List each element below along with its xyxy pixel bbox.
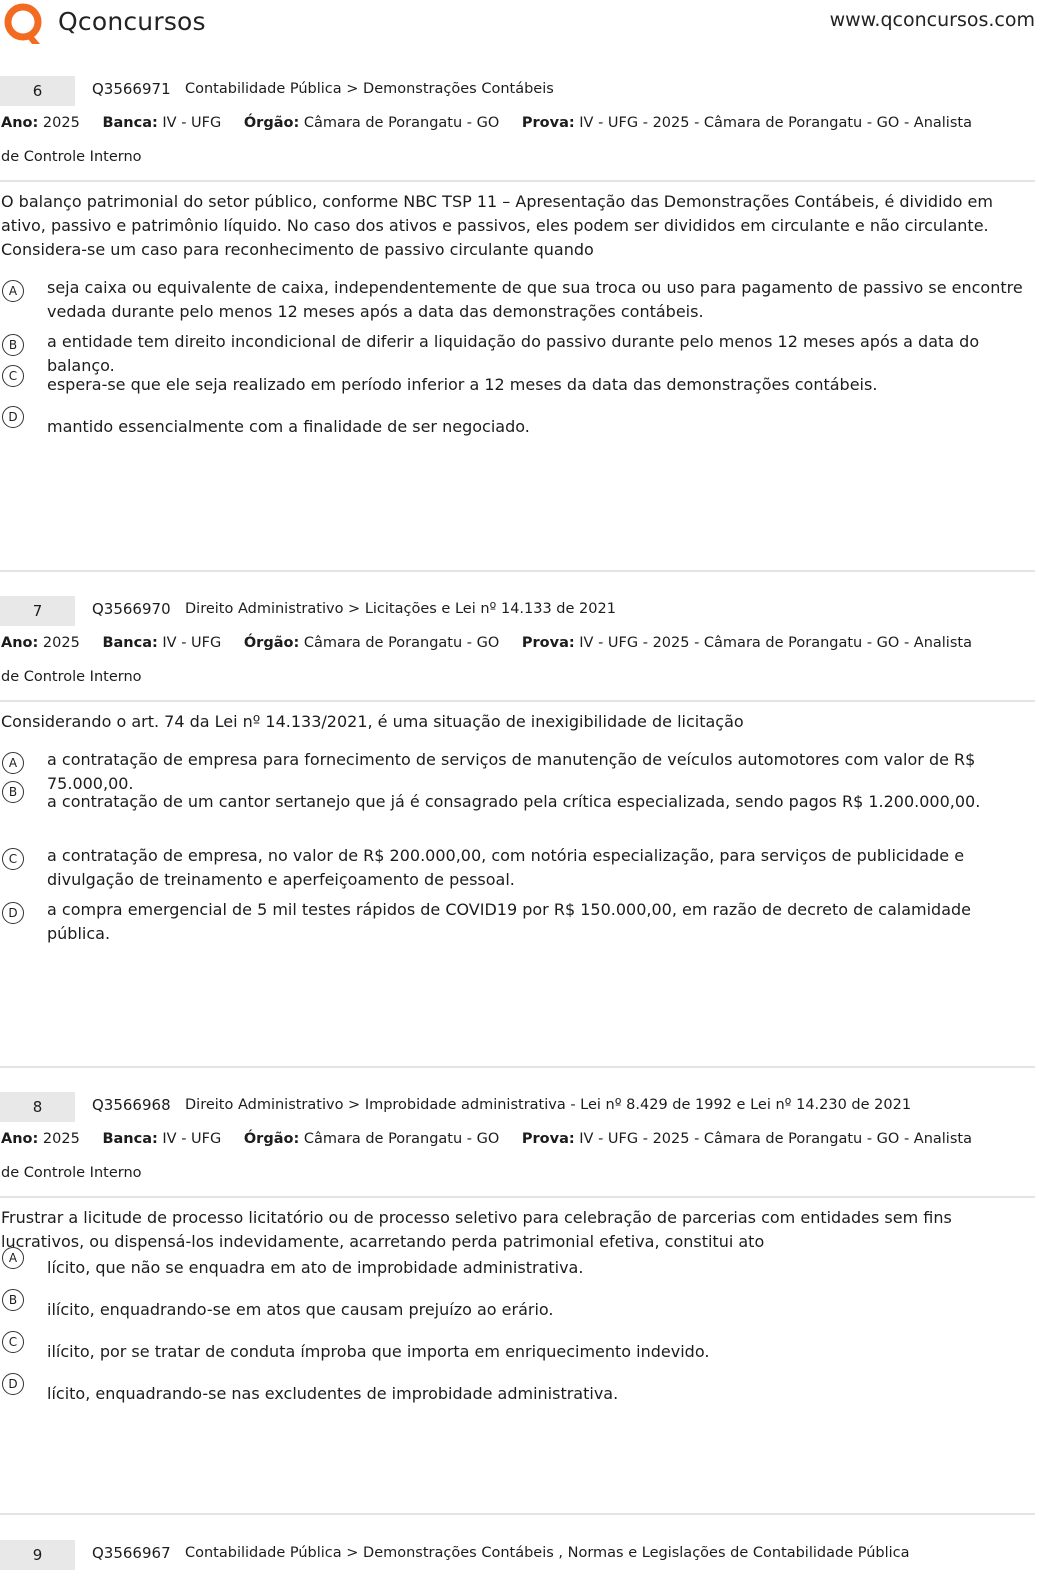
prova-value: IV - UFG - 2025 - Câmara de Porangatu - GO - Analista de Controle Interno [1,1131,972,1181]
question-subject: Contabilidade Pública > Demonstrações Contábeis , Normas e Legislações de Contabilidade Pública [185,1545,910,1561]
option-b[interactable] [0,785,1035,838]
option-text: ilícito, enquadrando-se em atos que causam prejuízo ao erário. [47,1300,554,1319]
option-letter-d[interactable]: D [2,902,24,924]
ano-label: Ano: [1,115,39,131]
question-separator [0,570,1035,572]
option-d[interactable] [0,898,1035,946]
option-letter-d[interactable]: D [2,1373,24,1395]
banca-value: IV - UFG [162,115,222,131]
question-number: 8 [0,1092,75,1122]
orgao-label: Órgão: [243,1131,300,1147]
orgao-label: Órgão: [243,115,300,131]
banca-label: Banca: [102,115,158,131]
question-meta [0,626,1035,694]
option-text: a entidade tem direito incondicional de diferir a liquidação do passivo durante pelo menos 12 meses após a data do balanço. [47,332,980,375]
question-stem: O balanço patrimonial do setor público, conforme NBC TSP 11 – Apresentação das Demonstrações Contábeis, é dividido em ativo, passivo e patrimônio líquido. No caso dos ativos e passivos, eles podem ser divididos em circulante e não circulante. Considera-se um caso para reconhecimento de passivo circulante quando [1,192,993,259]
option-text: ilícito, por se tratar de conduta ímproba que importa em enriquecimento indevido. [47,1342,710,1361]
divider [0,1196,1035,1198]
option-letter-b[interactable]: B [2,334,24,356]
page-header [0,0,1043,50]
ano-label: Ano: [1,635,39,651]
option-letter-a[interactable]: A [2,280,24,302]
prova-value: IV - UFG - 2025 - Câmara de Porangatu - GO - Analista de Controle Interno [1,115,972,165]
option-text: lícito, enquadrando-se nas excludentes de improbidade administrativa. [47,1384,619,1403]
option-letter-c[interactable]: C [2,365,24,387]
divider [0,180,1035,182]
question-subject: Direito Administrativo > Improbidade administrativa - Lei nº 8.429 de 1992 e Lei nº 14.230 de 2021 [185,1097,912,1113]
banca-value: IV - UFG [162,1131,222,1147]
question-meta [0,1122,1035,1190]
question-header [0,1540,1035,1570]
option-text: lícito, que não se enquadra em ato de improbidade administrativa. [47,1258,584,1277]
option-b[interactable] [0,1293,1035,1346]
option-c[interactable] [0,844,1035,892]
question-id[interactable]: Q3566971 [92,80,171,98]
question-meta [0,106,1035,174]
option-a[interactable] [0,748,1035,796]
question-card [0,596,1035,952]
option-text: a compra emergencial de 5 mil testes rápidos de COVID19 por R$ 150.000,00, em razão de decreto de calamidade pública. [47,900,972,943]
option-letter-d[interactable]: D [2,406,24,428]
question-card [0,1540,1035,1570]
site-url[interactable]: www.qconcursos.com [829,9,1035,31]
divider [0,700,1035,702]
option-text: mantido essencialmente com a finalidade de ser negociado. [47,417,530,436]
prova-label: Prova: [521,635,575,651]
question-card [0,76,1035,469]
ano-value: 2025 [42,115,80,131]
banca-value: IV - UFG [162,635,222,651]
option-letter-b[interactable]: B [2,1289,24,1311]
option-letter-c[interactable]: C [2,848,24,870]
banca-label: Banca: [102,635,158,651]
option-a[interactable] [0,1251,1035,1304]
banca-label: Banca: [102,1131,158,1147]
option-letter-b[interactable]: B [2,781,24,803]
option-c[interactable] [0,1335,1035,1388]
question-header [0,596,1035,626]
question-id[interactable]: Q3566967 [92,1544,171,1562]
question-stem: Considerando o art. 74 da Lei nº 14.133/2021, é uma situação de inexigibilidade de licitação [1,712,744,731]
question-card [0,1092,1035,1436]
ano-label: Ano: [1,1131,39,1147]
option-text: a contratação de empresa, no valor de R$ 200.000,00, com notória especialização, para serviços de publicidade e divulgação de treinamento e aperfeiçoamento de pessoal. [47,846,965,889]
prova-value: IV - UFG - 2025 - Câmara de Porangatu - GO - Analista de Controle Interno [1,635,972,685]
option-letter-c[interactable]: C [2,1331,24,1353]
option-text: seja caixa ou equivalente de caixa, independentemente de que sua troca ou uso para pagamento de passivo se encontre vedada durante pelo menos 12 meses após a data das demonstrações contábeis. [47,278,1023,321]
brand-name[interactable]: Qconcursos [58,7,206,36]
option-letter-a[interactable]: A [2,1247,24,1269]
prova-label: Prova: [521,115,575,131]
question-subject: Direito Administrativo > Licitações e Lei nº 14.133 de 2021 [185,601,616,617]
orgao-value: Câmara de Porangatu - GO [303,635,500,651]
orgao-value: Câmara de Porangatu - GO [303,115,500,131]
question-number: 6 [0,76,75,106]
question-separator [0,1066,1035,1068]
ano-value: 2025 [42,635,80,651]
option-d[interactable] [0,1377,1035,1430]
option-text: a contratação de um cantor sertanejo que já é consagrado pela crítica especializada, sendo pagos R$ 1.200.000,00. [47,792,981,811]
question-id[interactable]: Q3566968 [92,1096,171,1114]
option-text: a contratação de empresa para fornecimento de serviços de manutenção de veículos automotores com valor de R$ 75.000,00. [47,750,976,793]
option-letter-a[interactable]: A [2,752,24,774]
question-header [0,1092,1035,1122]
option-text: espera-se que ele seja realizado em período inferior a 12 meses da data das demonstrações contábeis. [47,375,878,394]
option-d[interactable] [0,410,1035,463]
qconcursos-logo-icon[interactable] [2,2,46,46]
orgao-label: Órgão: [243,635,300,651]
question-header [0,76,1035,106]
ano-value: 2025 [42,1131,80,1147]
question-stem: Frustrar a licitude de processo licitatório ou de processo seletivo para celebração de parcerias com entidades sem fins lucrativos, ou dispensá-los indevidamente, acarretando perda patrimonial efetiva, constitui ato [1,1208,952,1251]
question-number: 7 [0,596,75,626]
question-number: 9 [0,1540,75,1570]
question-separator [0,1513,1035,1515]
prova-label: Prova: [521,1131,575,1147]
question-subject: Contabilidade Pública > Demonstrações Contábeis [185,81,554,97]
question-id[interactable]: Q3566970 [92,600,171,618]
option-a[interactable] [0,276,1035,324]
option-c[interactable] [0,369,1035,421]
orgao-value: Câmara de Porangatu - GO [303,1131,500,1147]
option-b[interactable] [0,330,1035,378]
